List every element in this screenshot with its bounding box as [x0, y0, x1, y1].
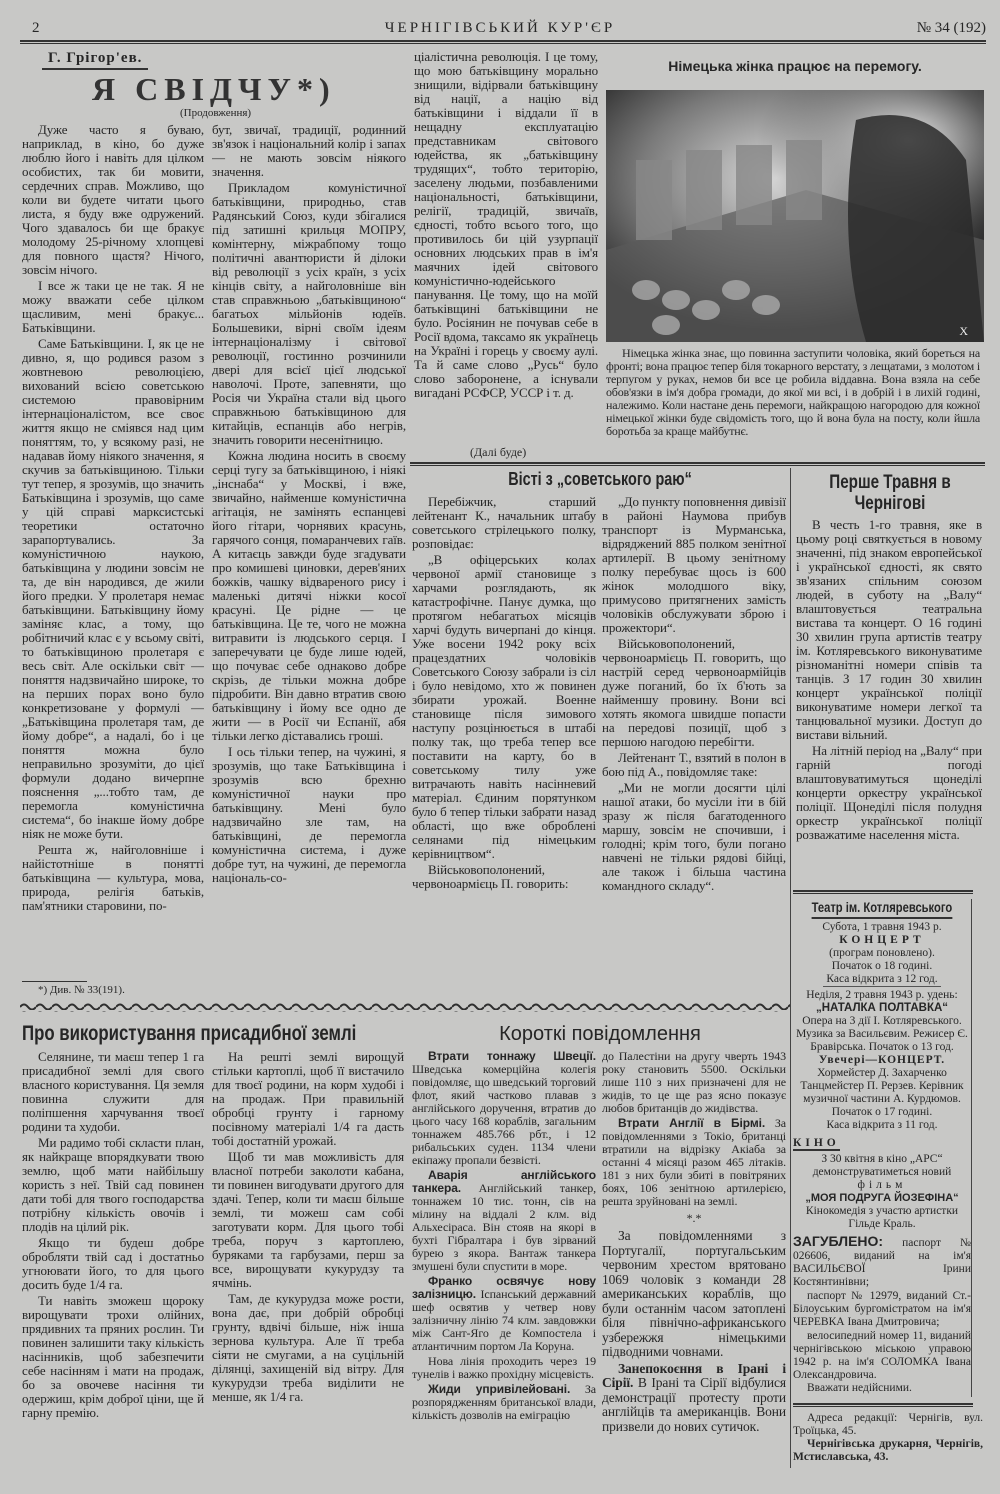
photo — [606, 90, 984, 342]
news-item — [412, 1383, 596, 1422]
photo-caption — [606, 347, 980, 459]
land-article-column-2 — [212, 1050, 404, 1474]
saturday-start: Початок о 18 годині. — [831, 960, 933, 972]
news-text: Нова лінія проходить через 19 тунелів і важко прохідну місцевість. — [412, 1354, 596, 1381]
cinema-film-label: фільм — [857, 1179, 907, 1191]
lost-item: велосипедний номер 11, виданий чернігівською міською управою 1942 р. на ім'я СОЛОМКА Івана Олександровича. — [793, 1330, 971, 1381]
right-column-lower — [793, 890, 985, 1464]
paragraph: Щоб ти мав можливість для власної потреби заколоти кабана, ти повинен вигодувати другого для здачі. Тепер, коли ти маєш більше землі, ти можеш сам собі заготувати корм. Для цього тобі треба, поруч з картоплею, буряками та гарбузами, перш за все, вирощувати кукурудзу та ячмінь. — [212, 1149, 404, 1290]
wavy-divider — [20, 1002, 790, 1012]
paragraph: ціалістична революція. І це тому, що мою батьківщину морально знищили, відірвали батьківщину від нації, а націю від батьківщини і віддали її в нещадну експлуатацію представникам світового юдейства, як „батьківщину трудящих“, тобто територію, заселену людьми, позбавленими національності, батьківщини, релігії, традицій, звичаїв, єдності, тобто всього того, що противилось би цій узурпації основних людських прав в ім'я маячних ідей світового комуністично-юдейського панування. Це тому, що на моїй батьківщині батьківщини не було. Росіянин не почував себе в Росії вдома, таксамо як українець на Україні і горець у своєму аулі. Та й саме слово „Русь“ було слово заборонене, а існували вигадані РСФСР, УССР і т. д. — [414, 50, 598, 400]
article-column-3 — [414, 50, 598, 442]
article-subtitle: (Продовження) — [180, 107, 252, 119]
news-headline: Занепокоєння в Ірані і Сірії. — [602, 1360, 786, 1390]
section-rule — [410, 462, 985, 466]
paragraph: Кожна людина носить в своєму серці тугу за батьківщиною, і ніякі „інснаба“ у Москві, і вже, звичайно, найменше комуністична агітація, не замінять еспанцеві його гітари, чорнявих красунь, гарячого сонця, помаранчевих гаїв. А китаєць завжди буде згадувати про комишеві циновки, дерев'яних божків, чашку відвареного рису і маленькі дитячі ніжки косої красуні. Це рідне — це батьківщина. Це те, чого не можна витравити із людського серця. І заперечувати це буде лише юдей, що почуває себе однаково добре скрізь, де тільки можна добре підробити. Він давно втратив свою батьківщину і йому все одно де жити — в Росії чи Еспанії, абя тільки легко діставались гроші. — [212, 448, 406, 743]
saturday-event: КОНЦЕРТ — [839, 934, 925, 946]
news-headline: Втрати тоннажу Швеції. — [428, 1050, 596, 1063]
news-item — [412, 1355, 596, 1381]
masthead-rule — [20, 40, 986, 44]
theatre-title — [812, 899, 953, 919]
section-rule — [793, 890, 973, 894]
brief-news-column-1 — [412, 1050, 596, 1474]
news-text: За розпорядженням британської влади, кількість дозволів на еміграцію — [412, 1382, 596, 1422]
photo-image — [606, 90, 984, 342]
caption-text: Німецька жінка знає, що повинна заступити чоловіка, який бореться на фронті; вона працює тепер біля токарного верстату, з лещатами, з молотом і терпугом у руках, немов би все це робила віддавна. Вона взяла на себе обов'язки в ім'я добра громади, до якої ми всі, і в добрій і в лихій годині, належимо. Коли настане день перемоги, найкращою нагородою для кожної німецької жінки буде свідомість того, що й вона була на посту, коли йшла боротьба за краще майбутнє. — [606, 347, 980, 438]
paragraph: бут, звичаї, традиції, родинний зв'язок і національний колір і запах — не мають зовсім ніякого значення. — [212, 123, 406, 179]
section-rule — [793, 1403, 973, 1407]
may-day-title-line1: Перше Травня в — [829, 472, 951, 493]
news-item — [412, 1169, 596, 1273]
news-item — [602, 1117, 786, 1208]
paragraph: Ми радимо тобі скласти план, як найкраще впорядкувати твою землю, щоб мати найбільшу користь з неї. Твій сад повинен дати тобі для твого господарства потрібну кількість овочів і плодів на цілий рік. — [22, 1135, 204, 1234]
lost-item: паспорт № 026606, виданий на ім'я ВАСИЛЬЄВОЇ Ірини Костянтинівни; — [793, 1237, 971, 1288]
may-day-title-line2: Чернігові — [854, 493, 926, 514]
article-title: Я СВІДЧУ*) — [92, 71, 336, 107]
paragraph: Там, де кукурудза може рости, вона дає, при добрій обробці грунту, вдвічі більше, ніж інша зернова культура. Але її треба сіяти не смугами, а на суцільній ділянці, захищеній від вітру. Для кукурудзи треба виділити не менше, як 1/4 га. — [212, 1291, 404, 1404]
paragraph: Ти навіть зможеш щороку вирощувати трохи олійних, прядивних та пряних рослин. Ти повинен залишити таку кількість насінників, щоб забезпечити себе насінням і мати на продаж, бо за овочеве насіння ти одержиш, крім доброї ціни, ще й гарну премію. — [22, 1293, 204, 1420]
newspaper-title: ЧЕРНІГІВСЬКИЙ КУР'ЄР — [384, 20, 616, 36]
saturday-box-office: Каса відкрита з 12 год. — [823, 973, 941, 987]
column-divider — [790, 468, 791, 1468]
evening-title: Увечері—КОНЦЕРТ. — [818, 1054, 946, 1066]
soviet-news-title: Вісті з „советського раю“ — [508, 469, 692, 489]
saturday-date: Субота, 1 травня 1943 р. — [822, 921, 942, 933]
brief-news-title: Короткі повідомлення — [499, 1023, 701, 1045]
lost-item: паспорт № 12979, виданий Ст.-Білоуським бургомістратом на ім'я ЧЕРЕВКА Івана Дмитровича; — [793, 1290, 971, 1328]
land-article-title: Про використування присадибної землі — [22, 1022, 357, 1045]
to-be-continued: (Далі буде) — [470, 445, 527, 459]
cinema-film-title: „МОЯ ПОДРУГА ЙОЗЕФІНА“ — [805, 1192, 959, 1204]
news-item — [412, 1275, 596, 1353]
paragraph: Лейтенант Т., взятий в полон в бою під А., повідомляє таке: — [602, 750, 786, 779]
saturday-note: (програм поновлено). — [829, 947, 935, 959]
theatre-announcements — [793, 899, 972, 1397]
paragraph: Військовополонений, червоноармієць П. говорить, що настрій серед червоноармійців дуже поганий, бо їх б'ють за найменшу провину. Вони всі хотять якомога швидше попасти на передові позиції, щоб з першою нагодою перебігти. — [602, 636, 786, 749]
photo-mark: X — [959, 324, 968, 338]
page-number: 2 — [32, 20, 42, 36]
paragraph: Військовополонений, червоноармієць П. говорить: — [412, 862, 569, 891]
land-article-column-1 — [22, 1050, 204, 1474]
paragraph: Решта ж, найголовніше і найістотніше в понятті батьківщина — культура, мова, природа, релігія батьків, пам'ятники старовини, по- — [22, 842, 204, 913]
paragraph: В честь 1-го травня, яке в цьому році святкується в новому значенні, під знаком европейської і української єдності, як свято зв'язаних спільним союзом людей, в суботу на „Валу“ влаштовується театральна вистава та концерт. О 16 годині 30 хвилин група артистів театру ім. Котляревського виконуватиме різноманітні номери співів та танців. З 17 годин 30 хвилин концерт української поліції виконуватиме номери легкої та танцювальної музики. Доступ до вистави вільний. — [796, 518, 982, 742]
photo-title: Німецька жінка працює на перемогу. — [668, 58, 922, 74]
paragraph: Селянине, ти маєш тепер 1 га присадибної землі для свого власного користування. Ця земля повинна служити для поліпшення харчування твоєї родини та худоби. — [22, 1050, 204, 1134]
article-column-1 — [22, 123, 204, 979]
news-text: до Палестіни на другу чверть 1943 року становить 5500. Оскільки лише 110 з них призначені для не жидів, то це ще раз ясно показує любов британців до жидівства. — [602, 1050, 786, 1115]
news-headline: Втрати Англії в Бірмі. — [618, 1116, 766, 1130]
imprint — [793, 1412, 983, 1464]
article-author: Г. Грігор'ев. — [42, 50, 148, 70]
news-text: Іспанський державний шеф освятив у четвер нову залізничну лінію 74 клм. завдовжки між Сант-Яго де Компостела і атлантичним портом Ла Коруна. — [412, 1287, 596, 1353]
news-headline: Франко освячує нову залізницю. — [412, 1274, 596, 1301]
news-text: Шведська комерційна колегія повідомляє, що шведський торговий флот, який частково плавав з англійського доручення, втратив до цього часу 168 кораблів, загальним тоннажем 485.766 рбт., і 12 рибальських суден. 1134 члени екіпажу пропали безвісті. — [412, 1062, 596, 1167]
news-headline: Аварія англійського танкера. — [412, 1168, 596, 1195]
news-text: Англійський танкер, тоннажем 10 тис. тонн, сів на мілину на віддалі 2 клм. від Альхесіраса. Він стояв на якорі в бухті Гібралтара і був зірваний бурею з якора. Вантаж танкера змушені були спустити в море. — [412, 1181, 596, 1273]
evening-description: Хормейстер Д. Захарченко Танцмейстер П. Рерзев. Керівник музичної частини А. Курдюмов. Початок о 17 годині. — [800, 1067, 964, 1118]
news-text: За повідомленнями з Португалії, португальським червоним хрестом врятовано 1069 чоловік з команди 28 американських кораблів, що були останнім часом затоплені біля північно-африканського узбережжя німецькими підводними човнами. — [602, 1228, 786, 1359]
paragraph: „В офіцерських колах червоної армії становище з харчами розглядають, як катастрофічне. Панує думка, що протягом небагатьох місяців харчі будуть вичерпані до кінця. Уже восени 1942 року всіх працездатних чоловіків Советського Союзу забрали із сіл і було невідомо, хто ж повинен збирати урожай. Военне становище після зимового наступу розцінюється в штабі полку так, що треба тепер все поставити на карту, бо в советському тилу уже витрачають навіть насінневий матеріал. Єдиним порятунком було б тепер тільки забрати назад області, що вже оброблені селянами під німецьким керівництвом“. — [412, 552, 596, 861]
paragraph: „Ми не могли досягти цілі нашої атаки, бо мусіли іти в бій зразу ж після багатоденного маршу, зовсім не спочивши, і голодні; крім того, були погано навчені не тільки рядові бійці, але також і більша частина командного складу“. — [602, 780, 786, 893]
news-item — [412, 1050, 596, 1167]
news-text: За повідомленнями з Токіо, британці втратили на відрізку Акіаба за останні 4 місяці разом 465 літаків. 181 з них були збиті в повітряних боях, 106 зенітною артилерією, решта зруйновані на землі. — [602, 1116, 786, 1208]
news-headline: Жиди упривілейовані. — [428, 1382, 571, 1396]
paragraph: На решті землі вирощуй стільки картоплі, щоб її вистачило для твоєї родини, на корм худобі і на продаж. При правильній обробці грунту і гарному посівному матеріалі 1/4 га дасть тобі достатній урожай. — [212, 1050, 404, 1148]
news-text: В Ірані та Сірії відбулися демонстрації протесту проти англійців та американців. Вони призвели до нових сутичок. — [602, 1375, 786, 1434]
cinema-title: КІНО — [793, 1137, 840, 1149]
brief-news-column-2 — [602, 1050, 786, 1474]
may-day-text — [796, 518, 982, 888]
evening-box-office: Каса відкрита з 11 год. — [826, 1119, 938, 1131]
article-column-2 — [212, 123, 406, 998]
paragraph: Якщо ти будеш добре обробляти твій сад і достатньо угноювати його, то для цього досить буде 1/4 га. — [22, 1235, 204, 1292]
may-day-title — [814, 472, 966, 514]
soviet-news-column-1 — [412, 495, 596, 998]
news-item — [602, 1362, 786, 1435]
cinema-film-description: Кінокомедія з участю артистки Гільде Краль. — [805, 1205, 959, 1230]
sunday-show: „НАТАЛКА ПОЛТАВКА“ — [815, 1002, 949, 1014]
paragraph: Прикладом комуністичної батьківщини, природньо, став Радянський Союз, куди збігалися під затишні крильця МОПРУ, комінтерну, міжрабпому тощо політичні авантюристи й ділоки від революції з усіх країн, з усіх кінців світу, а найголовніше він став справжньою „батьківщиною“ багатьох мільйонів юдеїв. Большевики, вірні своїм ідеям інтернаціоналізму і світової революції, гостинно розчинили двері для всієї цієї людської наволочі. Проте, запевняти, що Росія чи Україна стали від цього справжньою батьківщиною для китайців, еспанців або негрів, значить говорити несенітницю. — [212, 180, 406, 447]
footnote-rule — [22, 981, 87, 982]
paragraph: На літній період на „Валу“ при гарній погоді влаштовуватимуться щонеділі концерти оркестру української поліції. Щонеділі після полудня оркестр української поліції розважатиме населення міста. — [796, 743, 982, 842]
cinema-line: З 30 квітня в кіно „АРС“ демонструватиметься новий — [812, 1153, 952, 1178]
sunday-description: Опера на 3 дії І. Котляревського. Музика за Васильєвим. Режисер Є. Бравірська. Початок о 13 год. — [796, 1015, 968, 1053]
paragraph: Перебіжчик, старший лейтенант К., начальник штабу советського стрілецького полку, розповідає: — [412, 495, 596, 551]
editorial-address: Адреса редакції: Чернігів, вул. Троїцька, 45. — [793, 1412, 983, 1437]
paragraph: Дуже часто я буваю, наприклад, в кіно, бо дуже люблю його і навіть для цілком особистих, так би мовити, сердечних справ. Можливо, що коли ви будете читати цього листа, я буду вже одружений. Чого здавалось би ще бракує молодому 25-річному хлопцеві для повного щастя? Нічого, зовсім нічого. — [22, 123, 204, 277]
paragraph: І все ж таки це не так. Я не можу вважати себе цілком щасливим, мені бракує... Батьківщини. — [22, 278, 204, 335]
printer: Чернігівська друкарня, Чернігів, Мстиславська, 43. — [793, 1438, 983, 1463]
soviet-news-column-2 — [602, 495, 786, 998]
paragraph: „До пункту поповнення дивізії в районі Наумова прибув транспорт із Мурманська, відряджений 885 полком зенітної артилерії. В цьому зенітному полку перебуває щось із 600 жінок молодшого віку, примусово притягнених замість чоловіків обслужувати зброю і прожектори“. — [602, 495, 786, 635]
lost-note: Вважати недійсними. — [807, 1382, 912, 1394]
paragraph: Саме Батьківщини. І, як це не дивно, я, що родився разом з жовтневою революцією, вихований всією советською системою правовірним інтернаціоналістом, все своє життя якщо не сміявся над цим поняттям, то, у всякому разі, не надавав йому ніякого значення, я скучив за батьківщиною. Тільки тут тепер, я зрозумів, що значить Батьківщина і зрозумів, що саме у цій справі марксистські теоретики остаточно зарапортувались. За комуністичною наукою, батьківщина у людини зовсім не та, де він народився, де жили його предки. У пролетаря немає батьківщини. Батьківщину йому заміняє клас, а тому, що робітничий клас є у всьому світі, то батьківщиною пролетаря є весь світ. Але оскільки світ — поняття надзвичайно широке, то на перших порах воно було конкретизоване у формулі — „Батьківщина пролетаря там, де йому добре“, а надалі, бо і це поняття можна було неправильно зрозуміти, до цієї формули додано вичерпне пояснення „...тобто там, де перемогла комуністична система“, бо інакше йому добре ніяк не може бути. — [22, 336, 204, 841]
theatre-title-text: Театр ім. Котляревського — [811, 899, 953, 915]
lost-heading: ЗАГУБЛЕНО: — [793, 1233, 884, 1249]
sunday-date: Неділя, 2 травня 1943 р. удень: — [806, 989, 958, 1001]
issue-number: № 34 (192) — [916, 20, 986, 36]
footnote: *) Див. № 33(191). — [38, 984, 125, 996]
asterism: *.* — [686, 1211, 702, 1225]
paragraph: І ось тільки тепер, на чужині, я зрозумів, що таке Батьківщина і зрозумів всю брехню комуністичної науки про батьківщину. Мені було надзвичайно зле там, на батьківщині, де перемогла комуністична система, і дуже добре тут, на чужині, де перемогла національ-со- — [212, 744, 406, 885]
